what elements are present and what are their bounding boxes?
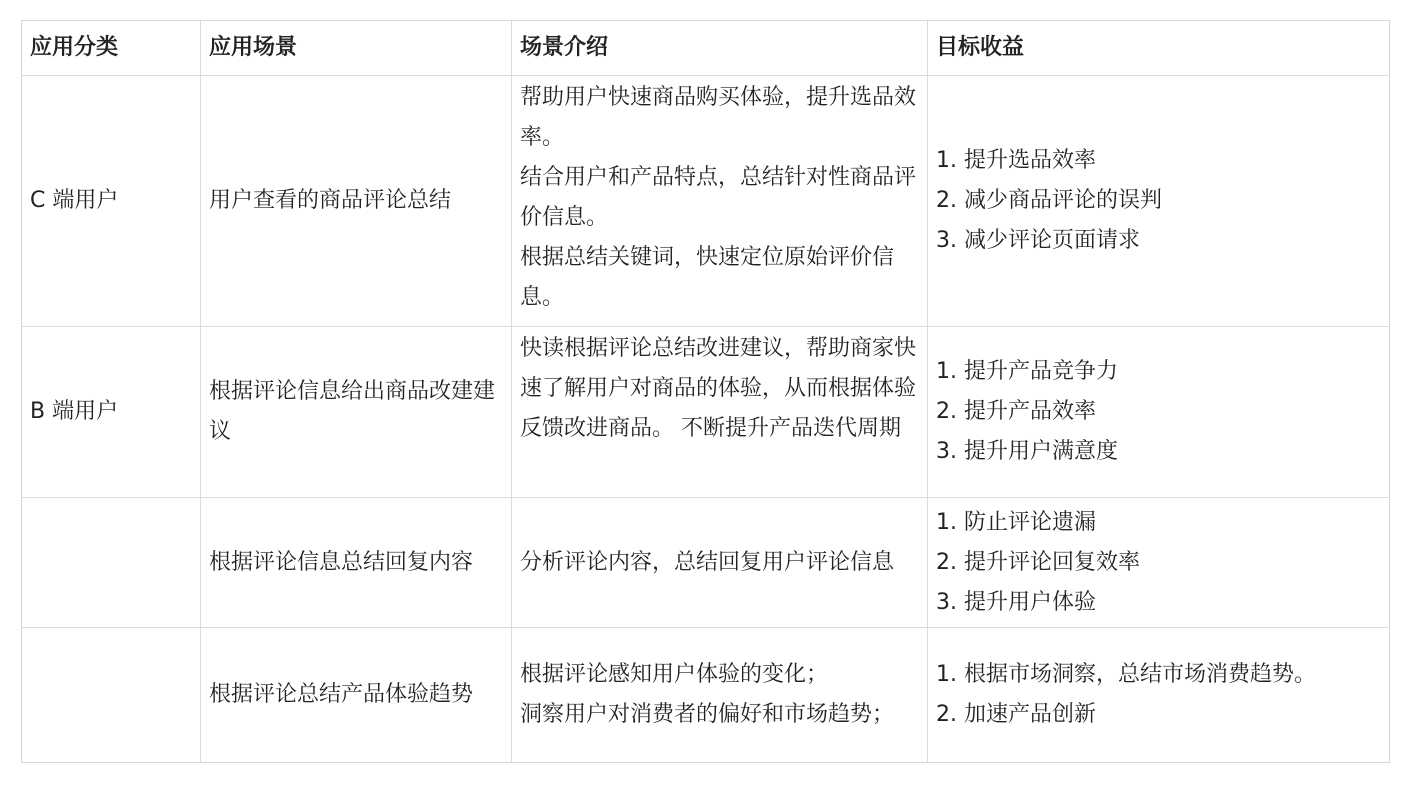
header-scene: 应用场景 [200, 21, 511, 75]
intro-line: 分析评论内容，总结回复用户评论信息 [520, 549, 895, 575]
benefit-item: 1. 提升产品竞争力 [936, 359, 1118, 384]
row-intro [511, 628, 927, 762]
benefit-list [936, 503, 1383, 623]
benefit-list [936, 352, 1383, 472]
table-row [22, 327, 1389, 498]
intro-line: 根据总结关键词，快速定位原始评价信息。 [520, 245, 895, 310]
table-row [22, 76, 1389, 327]
table-header-row [22, 21, 1389, 76]
row-intro [511, 498, 927, 627]
row-benefits [927, 498, 1389, 627]
header-intro: 场景介绍 [511, 21, 927, 75]
intro-line: 洞察用户对消费者的偏好和市场趋势； [520, 702, 895, 727]
table-row [22, 628, 1389, 762]
row-benefits [927, 327, 1389, 497]
row-scene: 根据评论信息给出商品改建建议 [200, 327, 511, 497]
intro-line: 根据评论感知用户体验的变化； [520, 662, 829, 687]
row-category: B 端用户 [30, 399, 119, 424]
benefit-item: 3. 提升用户满意度 [936, 439, 1118, 464]
intro-line: 帮助用户快速商品购买体验，提升选品效率。 [520, 85, 917, 150]
benefit-item: 1. 根据市场洞察，总结市场消费趋势。 [936, 662, 1316, 687]
row-category [22, 628, 200, 762]
benefit-item: 3. 减少评论页面请求 [936, 228, 1140, 253]
benefit-list [936, 655, 1383, 735]
row-benefits [927, 628, 1389, 762]
benefit-item: 3. 提升用户体验 [936, 589, 1096, 615]
header-category: 应用分类 [30, 35, 119, 60]
table-row [22, 498, 1389, 628]
benefit-item: 2. 减少商品评论的误判 [936, 188, 1162, 213]
benefit-list [936, 141, 1383, 261]
row-intro [511, 327, 927, 497]
benefit-item: 2. 加速产品创新 [936, 702, 1096, 727]
benefit-item: 1. 提升选品效率 [936, 148, 1096, 173]
benefit-item: 2. 提升产品效率 [936, 399, 1096, 424]
benefit-item: 2. 提升评论回复效率 [936, 549, 1140, 575]
benefit-item: 1. 防止评论遗漏 [936, 509, 1096, 535]
row-category [22, 498, 200, 627]
scenario-table [21, 20, 1390, 763]
row-intro [511, 76, 927, 326]
intro-line: 快读根据评论总结改进建议，帮助商家快速了解用户对商品的体验，从而根据体验反馈改进商品。 不断提升产品迭代周期 [520, 336, 917, 441]
intro-line: 结合用户和产品特点，总结针对性商品评价信息。 [520, 165, 917, 230]
row-scene: 根据评论总结产品体验趋势 [200, 628, 511, 762]
row-scene: 用户查看的商品评论总结 [200, 76, 511, 326]
row-scene: 根据评论信息总结回复内容 [200, 498, 511, 627]
header-benefit: 目标收益 [927, 21, 1389, 75]
row-benefits [927, 76, 1389, 326]
row-category: C 端用户 [30, 188, 119, 213]
